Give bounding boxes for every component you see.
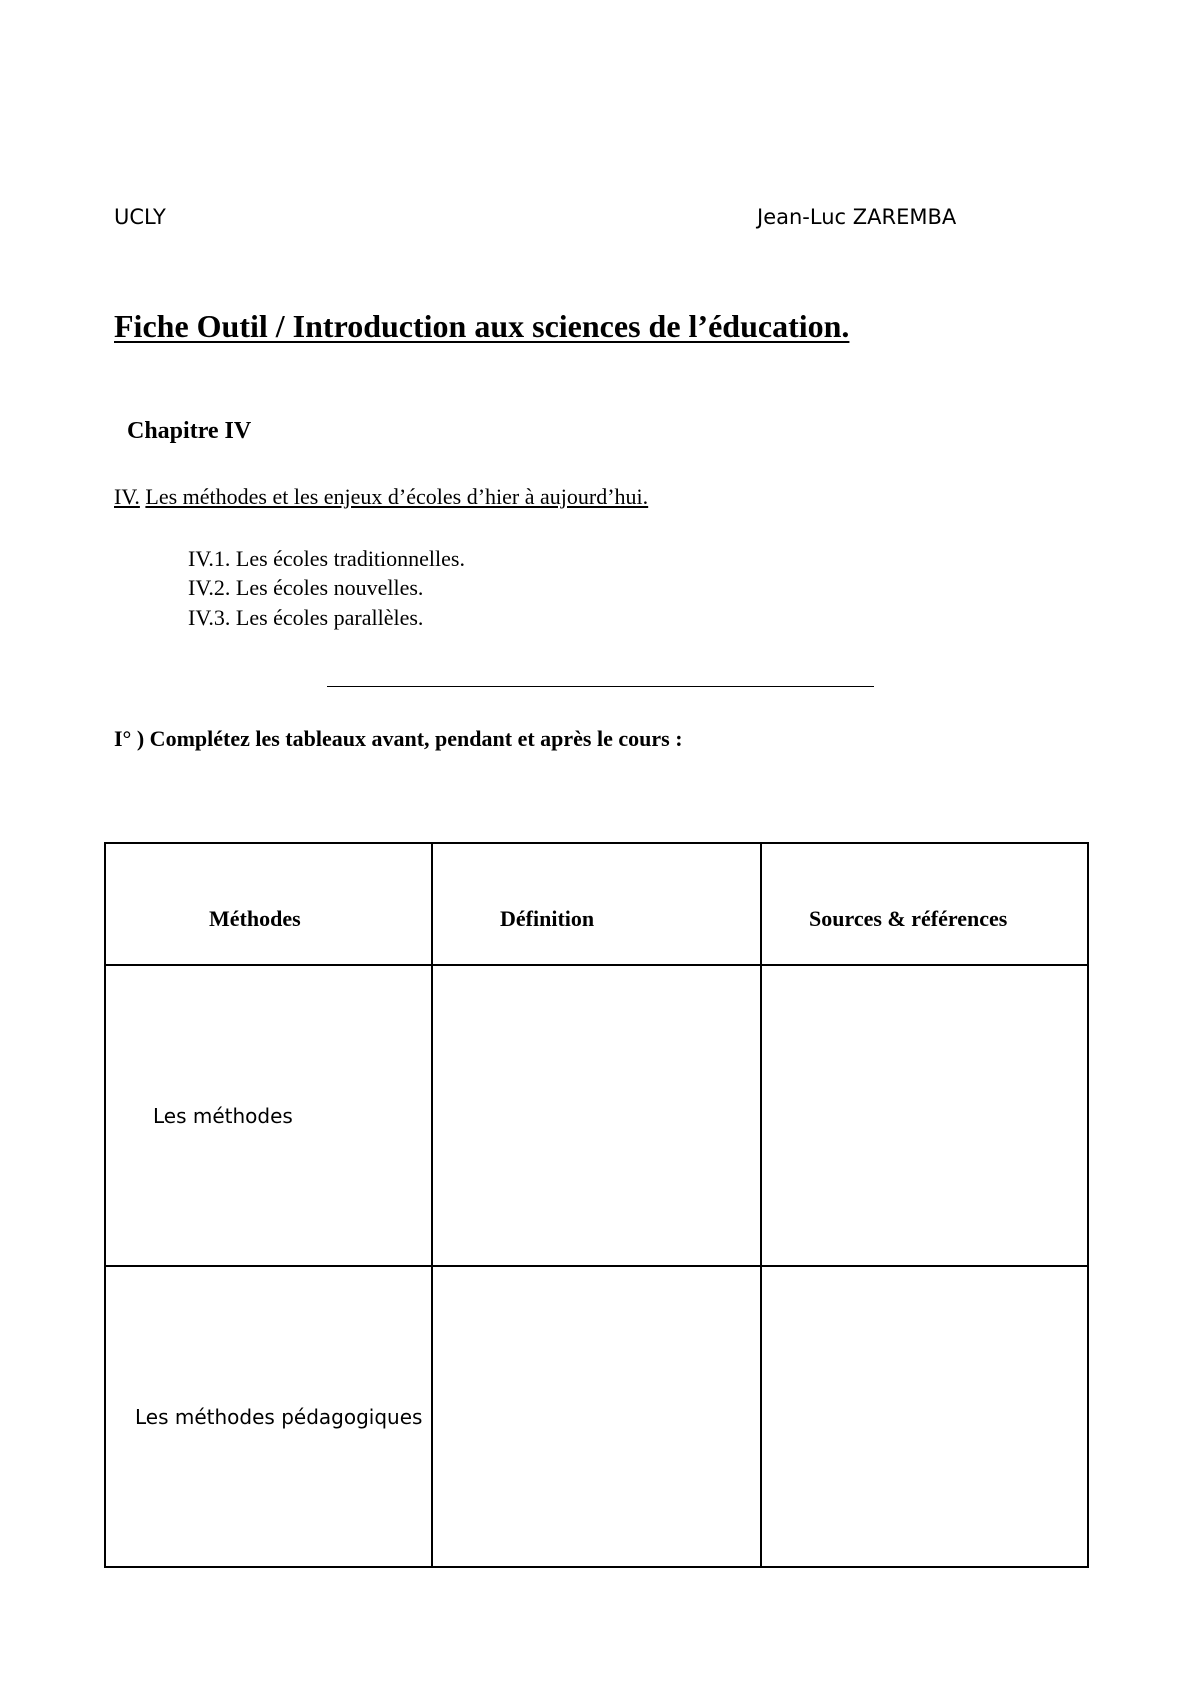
- row-label: Les méthodes: [153, 1103, 293, 1128]
- row-label: Les méthodes pédagogiques: [135, 1404, 423, 1429]
- header-definition: Définition: [500, 906, 595, 931]
- instruction-text: I° ) Complétez les tableaux avant, pendant et après le cours :: [114, 726, 683, 751]
- definition-cell[interactable]: [432, 1266, 761, 1567]
- table-header-cell: [432, 843, 761, 965]
- document-title: Fiche Outil / Introduction aux sciences de l’éducation.: [114, 308, 850, 344]
- table-header-cell: [761, 843, 1088, 965]
- author-name: Jean-Luc ZAREMBA: [757, 205, 957, 229]
- section-heading: [114, 484, 648, 510]
- chapter-heading: Chapitre IV: [127, 418, 252, 444]
- sources-cell[interactable]: [761, 1266, 1088, 1567]
- subsection-item: IV.1. Les écoles traditionnelles.: [188, 546, 465, 571]
- table-header-cell: [105, 843, 432, 965]
- sources-cell[interactable]: [761, 965, 1088, 1266]
- section-text: Les méthodes et les enjeux d’écoles d’hier à aujourd’hui.: [145, 484, 649, 509]
- definition-cell[interactable]: [432, 965, 761, 1266]
- institution-name: UCLY: [114, 205, 166, 229]
- row-label-cell: [105, 965, 432, 1266]
- table-row: [105, 1266, 1088, 1567]
- section-number: IV.: [114, 484, 140, 509]
- methods-table: [104, 842, 1089, 1568]
- subsection-item: IV.3. Les écoles parallèles.: [188, 605, 424, 630]
- subsection-item: IV.2. Les écoles nouvelles.: [188, 575, 424, 600]
- header-sources: Sources & références: [809, 906, 1008, 931]
- header-methodes: Méthodes: [209, 906, 301, 931]
- horizontal-separator: [327, 686, 874, 687]
- row-label-cell: [105, 1266, 432, 1567]
- table-row: [105, 965, 1088, 1266]
- table-header-row: [105, 843, 1088, 965]
